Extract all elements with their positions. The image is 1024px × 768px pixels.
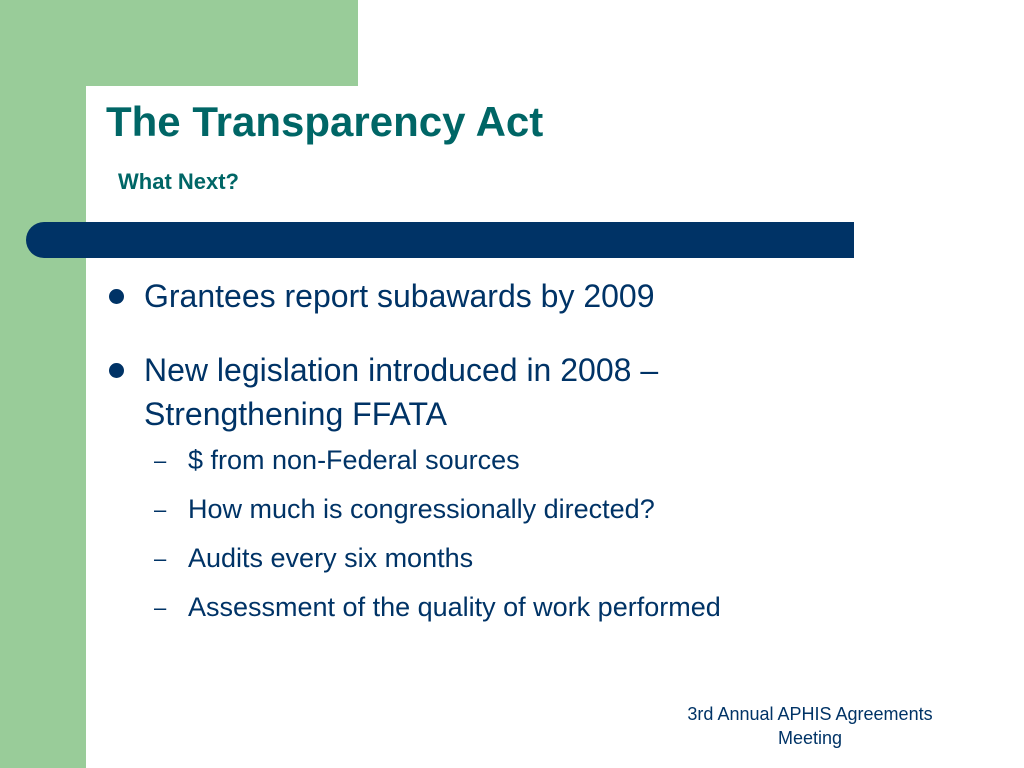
sub-bullet-item xyxy=(150,444,866,477)
sub-bullet-text: Assessment of the quality of work performed xyxy=(188,592,721,622)
bullet-dot-icon xyxy=(109,289,124,304)
bullet-item xyxy=(106,274,866,318)
footer-line-2: Meeting xyxy=(777,728,843,748)
accent-left-band xyxy=(0,0,86,768)
dash-icon: – xyxy=(154,497,167,522)
bullet-text: New legislation introduced in 2008 – Strengthening FFATA xyxy=(144,352,659,432)
sub-bullet-item xyxy=(150,493,866,526)
sub-bullet-text: Audits every six months xyxy=(188,543,474,573)
slide-subtitle: What Next? xyxy=(118,169,239,194)
slide-title: The Transparency Act xyxy=(106,98,544,145)
dash-icon: – xyxy=(154,448,167,473)
sub-bullet-text: $ from non-Federal sources xyxy=(188,445,520,475)
title-divider-bar xyxy=(26,222,854,258)
bullet-text: Grantees report subawards by 2009 xyxy=(144,278,655,314)
dash-icon: – xyxy=(154,595,167,620)
sub-bullet-text: How much is congressionally directed? xyxy=(188,494,655,524)
slide-footer xyxy=(660,702,960,750)
footer-line-1: 3rd Annual APHIS Agreements xyxy=(687,704,933,724)
sub-bullet-list xyxy=(150,444,866,624)
sub-bullet-item xyxy=(150,591,866,624)
dash-icon: – xyxy=(154,546,167,571)
sub-bullet-item xyxy=(150,542,866,575)
bullet-dot-icon xyxy=(109,363,124,378)
bullet-list xyxy=(106,274,866,654)
bullet-item xyxy=(106,348,866,624)
